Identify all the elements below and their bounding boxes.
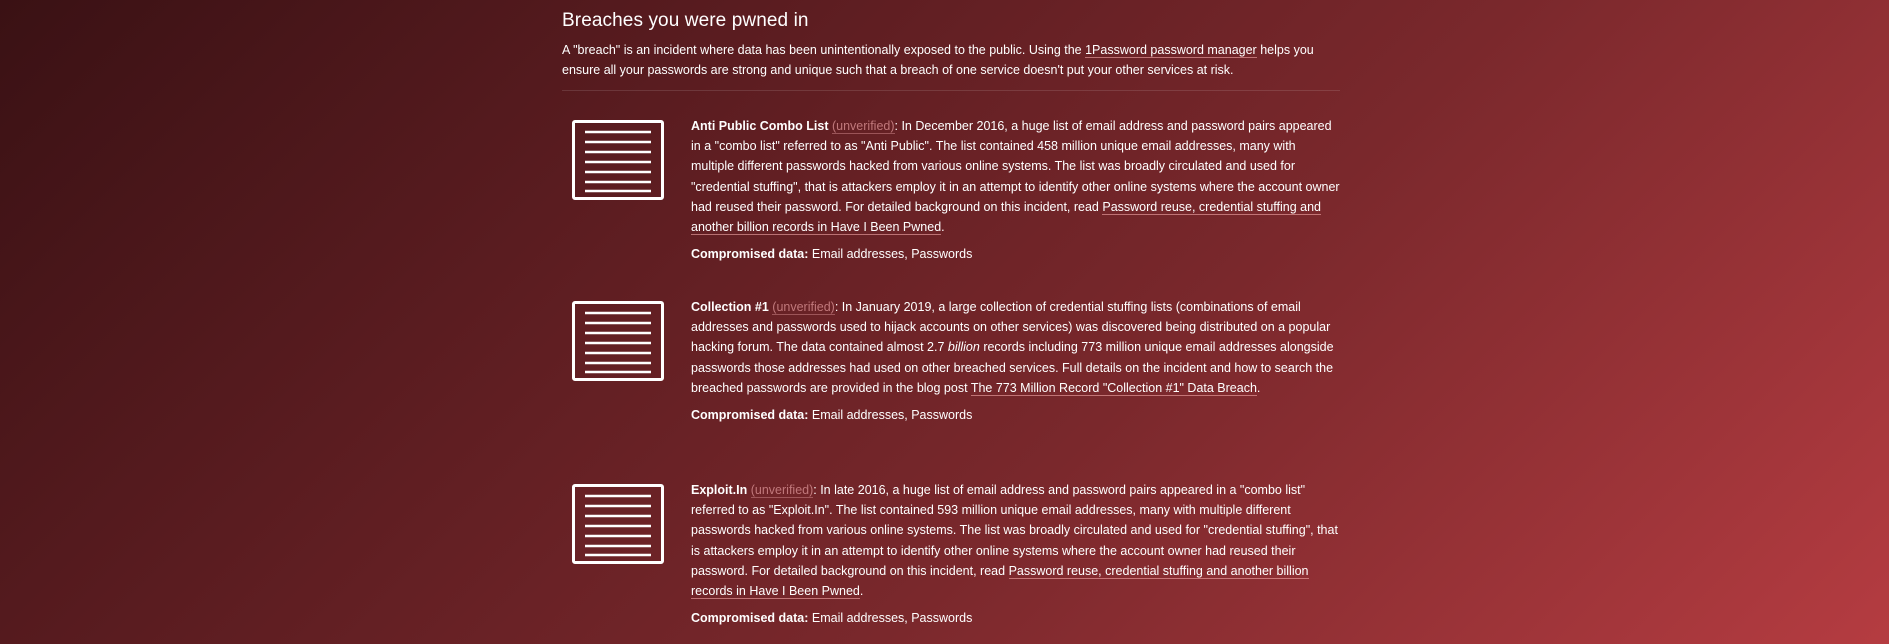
breach-text-end: . xyxy=(941,220,945,235)
breach-text-middle: records including 773 million unique email addresses alongside passwords those addresses had used on other breached services. Full details on the incident and how to search the breached passwords are provided in the blog post xyxy=(691,340,1334,395)
breach-description xyxy=(691,480,1341,627)
compromised-data xyxy=(691,406,1341,424)
breach-text-italic: billion xyxy=(947,340,980,355)
breach-description xyxy=(691,116,1341,263)
document-lines-icon xyxy=(572,301,664,381)
intro-paragraph xyxy=(562,40,1340,80)
compromised-data xyxy=(691,609,1341,627)
password-manager-link[interactable]: 1Password password manager xyxy=(1085,43,1257,57)
intro-text-before: A "breach" is an incident where data has been unintentionally exposed to the public. Using the xyxy=(562,43,1086,57)
blog-post-link[interactable]: The 773 Million Record "Collection #1" Data Breach xyxy=(970,380,1257,395)
document-lines-icon xyxy=(572,484,664,564)
section-divider xyxy=(562,90,1340,91)
intro-text-after: helps you ensure all your passwords are strong and unique such that a breach of one service doesn't put your other services at risk. xyxy=(562,43,1314,77)
page-title: Breaches you were pwned in xyxy=(562,10,809,31)
breach-title: Exploit.In xyxy=(691,483,748,497)
compromised-data-value: Email addresses, Passwords xyxy=(808,408,973,423)
compromised-data-label: Compromised data: xyxy=(691,408,809,423)
breach-text: : In late 2016, a huge list of email address and password pairs appeared in a "combo list" referred to as "Exploit.In". The list contained 593 million unique email addresses, many with multiple different passwords hacked from various online systems. The list was broadly circulated and used for "credential stuffing", that is attackers employ it in an attempt to identify other online systems where the account owner had reused their password. For detailed background on this incident, read xyxy=(691,483,1338,578)
unverified-link[interactable]: (unverified) xyxy=(750,483,814,497)
unverified-link[interactable]: (unverified) xyxy=(831,119,895,133)
blog-post-link[interactable]: Password reuse, credential stuffing and another billion records in Have I Been Pwned xyxy=(691,563,1309,599)
breach-text: : In January 2019, a large collection of credential stuffing lists (combinations of email addresses and passwords used to hijack accounts on other services) was discovered being distributed on a popular hacking forum. The data contained almost 2.7 xyxy=(691,300,1331,355)
unverified-link[interactable]: (unverified) xyxy=(772,300,835,314)
breach-title: Collection #1 xyxy=(691,300,769,314)
blog-post-link[interactable]: Password reuse, credential stuffing and another billion records in Have I Been Pwned xyxy=(691,199,1322,235)
breach-text-end: . xyxy=(859,584,864,599)
compromised-data-value: Email addresses, Passwords xyxy=(808,611,973,626)
breach-text: : In December 2016, a huge list of email address and password pairs appeared in a "combo list" referred to as "Anti Public". The list contained 458 million unique email addresses, many with multiple different passwords hacked from various online systems. The list was broadly circulated and used for "credential stuffing", that is attackers employ it in an attempt to identify other online systems where the account owner had reused their password. For detailed background on this incident, read xyxy=(691,119,1340,214)
document-lines-icon xyxy=(572,120,664,200)
compromised-data-value: Email addresses, Passwords xyxy=(808,247,973,262)
compromised-data xyxy=(691,245,1341,263)
breach-title: Anti Public Combo List xyxy=(691,119,829,133)
breaches-section xyxy=(562,0,1340,91)
breach-text-end: . xyxy=(1256,380,1261,395)
compromised-data-label: Compromised data: xyxy=(691,611,809,626)
compromised-data-label: Compromised data: xyxy=(691,247,809,262)
breach-description xyxy=(691,297,1341,424)
